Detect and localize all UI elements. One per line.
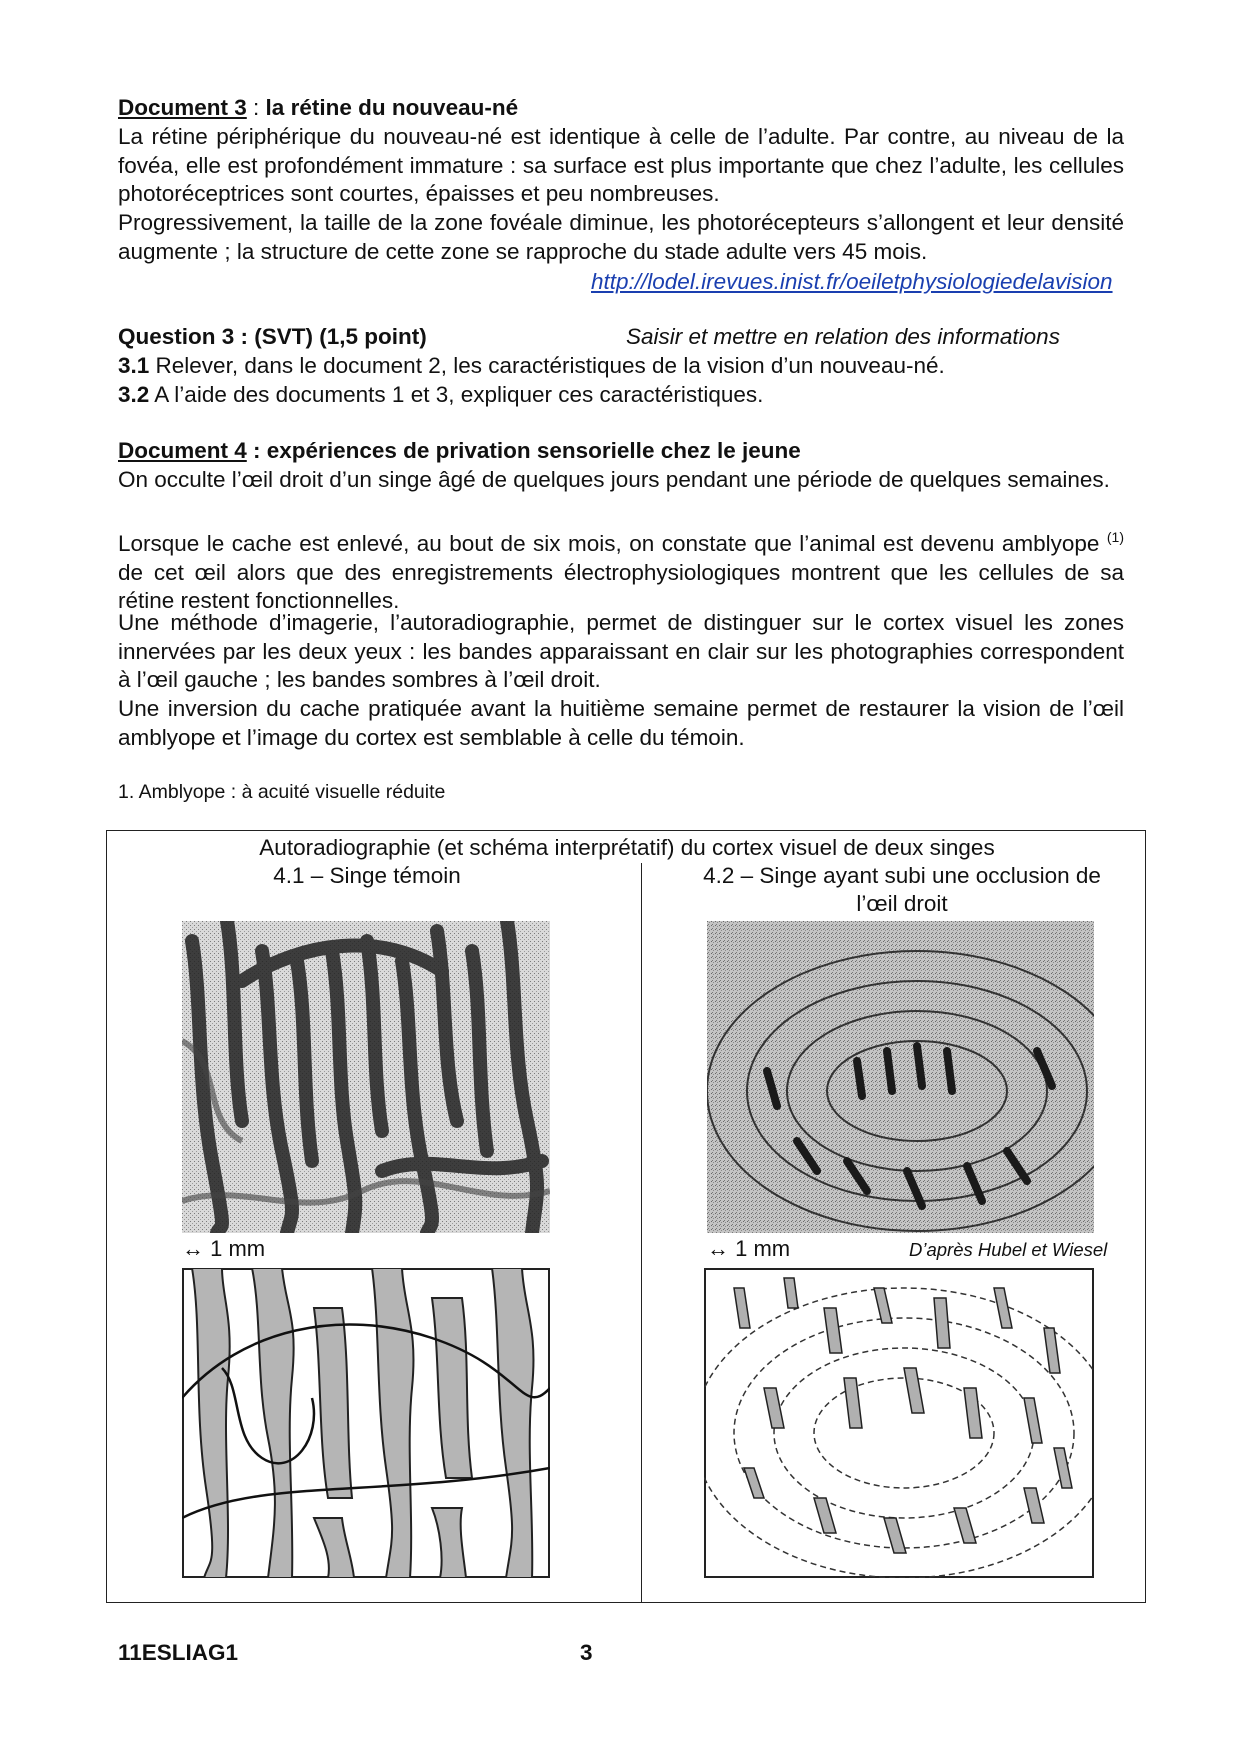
doc4-para-2-b: de cet œil alors que des enregistrements électrophysiologiques montrent que les cellules de sa rétine restent fonctionnelles. [118, 559, 1124, 614]
doc3-title: la rétine du nouveau-né [265, 95, 519, 120]
scale-bar-left: ↔ 1 mm [182, 1236, 266, 1261]
doc3-heading [118, 94, 518, 123]
doc4-para-2 [118, 523, 1124, 616]
figure-caption-left: 4.1 – Singe témoin [273, 863, 461, 888]
figure-caption-right-1: 4.2 – Singe ayant subi une occlusion de [703, 863, 1101, 888]
footer-code: 11ESLIAG1 [118, 1640, 239, 1665]
figure-box [106, 830, 1146, 1603]
scale-bar-right: ↔ 1 mm [707, 1236, 791, 1261]
question3-item-1-text: Relever, dans le document 2, les caractéristiques de la vision d’un nouveau-né. [149, 353, 945, 378]
figure-caption-right-2: l’œil droit [856, 891, 948, 916]
doc4-footnote-ref: (1) [1106, 529, 1124, 545]
doc3-label: Document 3 [118, 95, 247, 120]
question3-item-1-num: 3.1 [118, 353, 150, 378]
doc4-para-3: Une méthode d’imagerie, l’autoradiographie, permet de distinguer sur le cortex visuel les zones innervées par les deux yeux : les bandes apparaissant en clair sur les photographies correspondent à l’œil gauche ; les bandes sombres à l’œil droit. [118, 610, 1124, 693]
doc4-heading [118, 437, 801, 466]
schema-control [182, 1268, 550, 1578]
doc4-label: Document 4 [118, 438, 247, 463]
question3-item-2 [118, 381, 763, 410]
doc3-source-link[interactable]: http://lodel.irevues.inist.fr/oeiletphysiologiedelavision [591, 269, 1113, 294]
doc3-sep: : [246, 95, 266, 120]
figure-credit: D’après Hubel et Wiesel [909, 1239, 1108, 1260]
question3-item-2-num: 3.2 [118, 382, 150, 407]
schema-occluded [704, 1268, 1094, 1578]
question3-item-1 [118, 352, 945, 381]
doc4-para-1: On occulte l’œil droit d’un singe âgé de quelques jours pendant une période de quelques semaines. [118, 467, 1110, 492]
page-number: 3 [580, 1640, 593, 1665]
question3-item-2-text: A l’aide des documents 1 et 3, expliquer ces caractéristiques. [149, 382, 764, 407]
doc4-title: : expériences de privation sensorielle chez le jeune [246, 438, 801, 463]
doc4-para-2-a: Lorsque le cache est enlevé, au bout de six mois, on constate que l’animal est devenu amblyope [118, 531, 1100, 556]
question3-title: Question 3 : (SVT) (1,5 point) [118, 324, 427, 349]
doc3-para-2: Progressivement, la taille de la zone fovéale diminue, les photorécepteurs s’allongent et leur densité augmente ; la structure de cette zone se rapproche du stade adulte vers 45 mois. [118, 210, 1124, 264]
autoradiograph-control [182, 921, 550, 1233]
figure-title: Autoradiographie (et schéma interprétatif) du cortex visuel de deux singes [259, 835, 995, 860]
autoradiograph-occluded [707, 921, 1094, 1233]
doc4-para-4: Une inversion du cache pratiquée avant la huitième semaine permet de restaurer la vision de l’œil amblyope et l’image du cortex est semblable à celle du témoin. [118, 696, 1124, 750]
figure-divider [641, 863, 642, 1602]
doc4-footnote: 1. Amblyope : à acuité visuelle réduite [118, 781, 446, 803]
question3-skill: Saisir et mettre en relation des informations [626, 324, 1060, 349]
doc3-para-1: La rétine périphérique du nouveau-né est identique à celle de l’adulte. Par contre, au niveau de la fovéa, elle est profondément immature : sa surface est plus importante que chez l’adulte, les cellules photoréceptrices sont courtes, épaisses et peu nombreuses. [118, 124, 1124, 207]
